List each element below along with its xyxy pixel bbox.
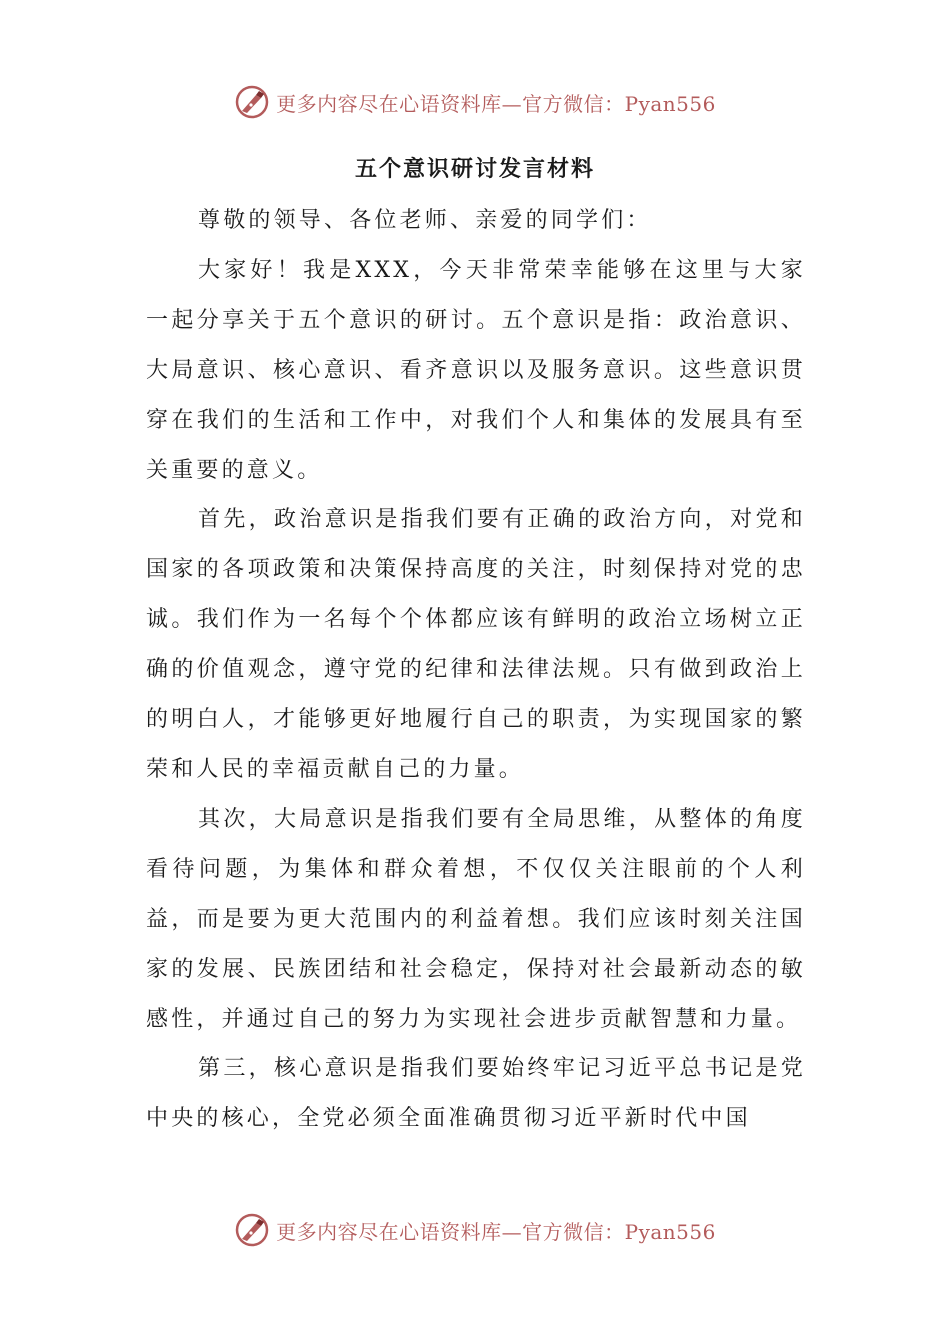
watermark-text: 更多内容尽在心语资料库—官方微信：Pyan556 (276, 91, 716, 116)
header-watermark-banner (0, 80, 950, 124)
pen-nib-logo-icon (234, 84, 270, 120)
body-paragraph: 大家好！我是XXX，今天非常荣幸能够在这里与大家一起分享关于五个意识的研讨。五个意识是指：政治意识、大局意识、核心意识、看齐意识以及服务意识。这些意识贯穿在我们的生活和工作中，对我们个人和集体的发展具有至关重要的意义。 (146, 257, 806, 483)
body-paragraph: 第三，核心意识是指我们要始终牢记习近平总书记是党中央的核心，全党必须全面准确贯彻习近平新时代中国 (146, 1056, 806, 1132)
body-paragraph: 首先，政治意识是指我们要有正确的政治方向，对党和国家的各项政策和决策保持高度的关注，时刻保持对党的忠诚。我们作为一名每个个体都应该有鲜明的政治立场树立正确的价值观念，遵守党的纪律和法律法规。只有做到政治上的明白人，才能够更好地履行自己的职责，为实现国家的繁荣和人民的幸福贡献自己的力量。 (146, 507, 806, 782)
document-body (146, 196, 806, 1144)
document-title: 五个意识研讨发言材料 (354, 157, 595, 182)
salutation-paragraph: 尊敬的领导、各位老师、亲爱的同学们： (198, 208, 652, 233)
watermark-text: 更多内容尽在心语资料库—官方微信：Pyan556 (276, 1219, 716, 1244)
pen-nib-logo-icon (234, 1212, 270, 1248)
body-paragraph: 其次，大局意识是指我们要有全局思维，从整体的角度看待问题，为集体和群众着想，不仅仅关注眼前的个人利益，而是要为更大范围内的利益着想。我们应该时刻关注国家的发展、民族团结和社会稳定，保持对社会最新动态的敏感性，并通过自己的努力为实现社会进步贡献智慧和力量。 (146, 806, 806, 1032)
footer-watermark-banner (0, 1208, 950, 1252)
